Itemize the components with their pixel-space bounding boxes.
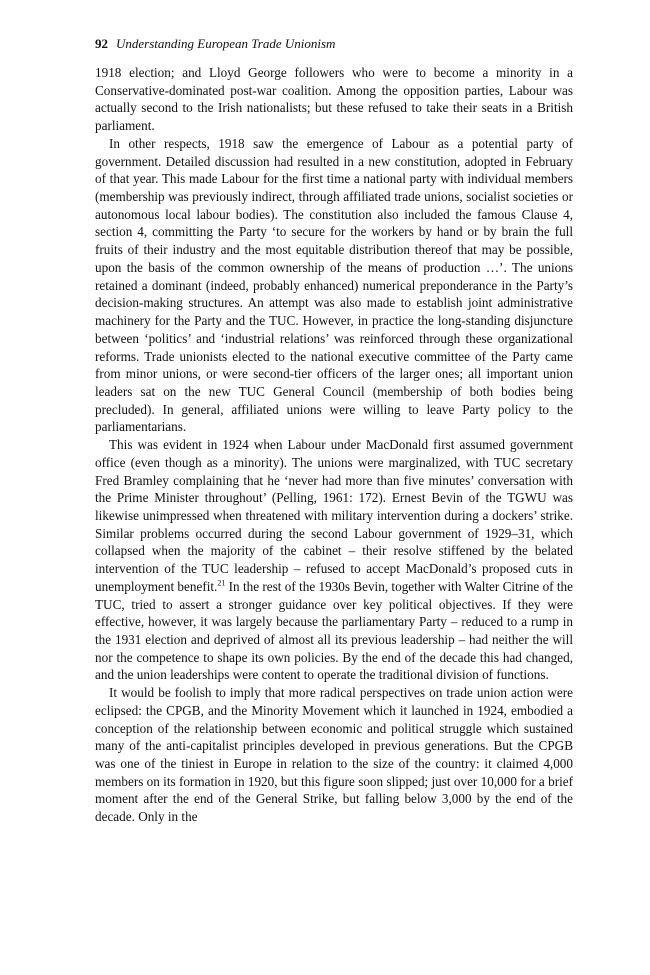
body-text <box>95 64 573 826</box>
footnote-marker: 21 <box>217 578 226 588</box>
page-number: 92 <box>95 36 108 51</box>
paragraph-3-text-b: In the rest of the 1930s Bevin, together with Walter Citrine of the TUC, tried to assert a stronger guidance over key political objectives. If they were effective, however, it was largely because the parliamentary Party – reduced to a rump in the 1931 election and deprived of almost all its previous leadership – had neither the will nor the competence to shape its own policies. By the end of the decade this had changed, and the union leaderships were content to operate the traditional division of functions. <box>95 578 573 683</box>
paragraph-1: 1918 election; and Lloyd George followers who were to become a minority in a Conservative-dominated post-war coalition. Among the opposition parties, Labour was actually second to the Irish nationalists; but these refused to take their seats in a British parliament. <box>95 65 573 134</box>
paragraph-3 <box>95 436 573 684</box>
paragraph-4: It would be foolish to imply that more radical perspectives on trade union action were eclipsed: the CPGB, and the Minority Movement which it launched in 1924, embodied a conception of the relationship between economic and political struggle which sustained many of the anti-capitalist principles developed in previous generations. But the CPGB was one of the tiniest in Europe in relation to the size of the country: it claimed 4,000 members on its formation in 1920, but this figure soon slipped; just over 10,000 for a brief moment after the end of the General Strike, but falling below 3,000 by the end of the decade. Only in the <box>95 685 573 825</box>
running-head <box>95 36 573 52</box>
book-page <box>95 36 573 826</box>
paragraph-2: In other respects, 1918 saw the emergence of Labour as a potential party of government. Detailed discussion had resulted in a new constitution, adopted in February of that year. This made Labour for the first time a national party with individual members (membership was previously indirect, through affiliated trade unions, socialist societies or autonomous local labour bodies). The constitution also included the famous Clause 4, section 4, committing the Party ‘to secure for the workers by hand or by brain the full fruits of their industry and the most equitable distribution thereof that may be possible, upon the basis of the common ownership of the means of production …’. The unions retained a dominant (indeed, probably enhanced) numerical preponderance in the Party’s decision-making structures. An attempt was also made to establish joint administrative machinery for the Party and the TUC. However, in practice the long-standing disjuncture between ‘politics’ and ‘industrial relations’ was reinforced through these organizational reforms. Trade unionists elected to the national executive committee of the Party came from minor unions, or were second-tier officers of the larger ones; all important union leaders sat on the new TUC General Council (membership of both bodies being precluded). In general, affiliated unions were willing to leave Party policy to the parliamentarians. <box>95 135 573 435</box>
paragraph-3-text-a: This was evident in 1924 when Labour under MacDonald first assumed government office (even though as a minority). The unions were marginalized, with TUC secretary Fred Bramley complaining that he ‘never had more than five minutes’ conversation with the Prime Minister throughout’ (Pelling, 1961: 172). Ernest Bevin of the TGWU was likewise unimpressed when threatened with military intervention during a dockers’ strike. Similar problems occurred during the second Labour government of 1929–31, which collapsed when the majority of the cabinet – their resolve stiffened by the belated intervention of the TUC leadership – refused to accept MacDonald’s proposed cuts in unemployment benefit. <box>95 437 573 594</box>
book-title: Understanding European Trade Unionism <box>116 36 336 51</box>
